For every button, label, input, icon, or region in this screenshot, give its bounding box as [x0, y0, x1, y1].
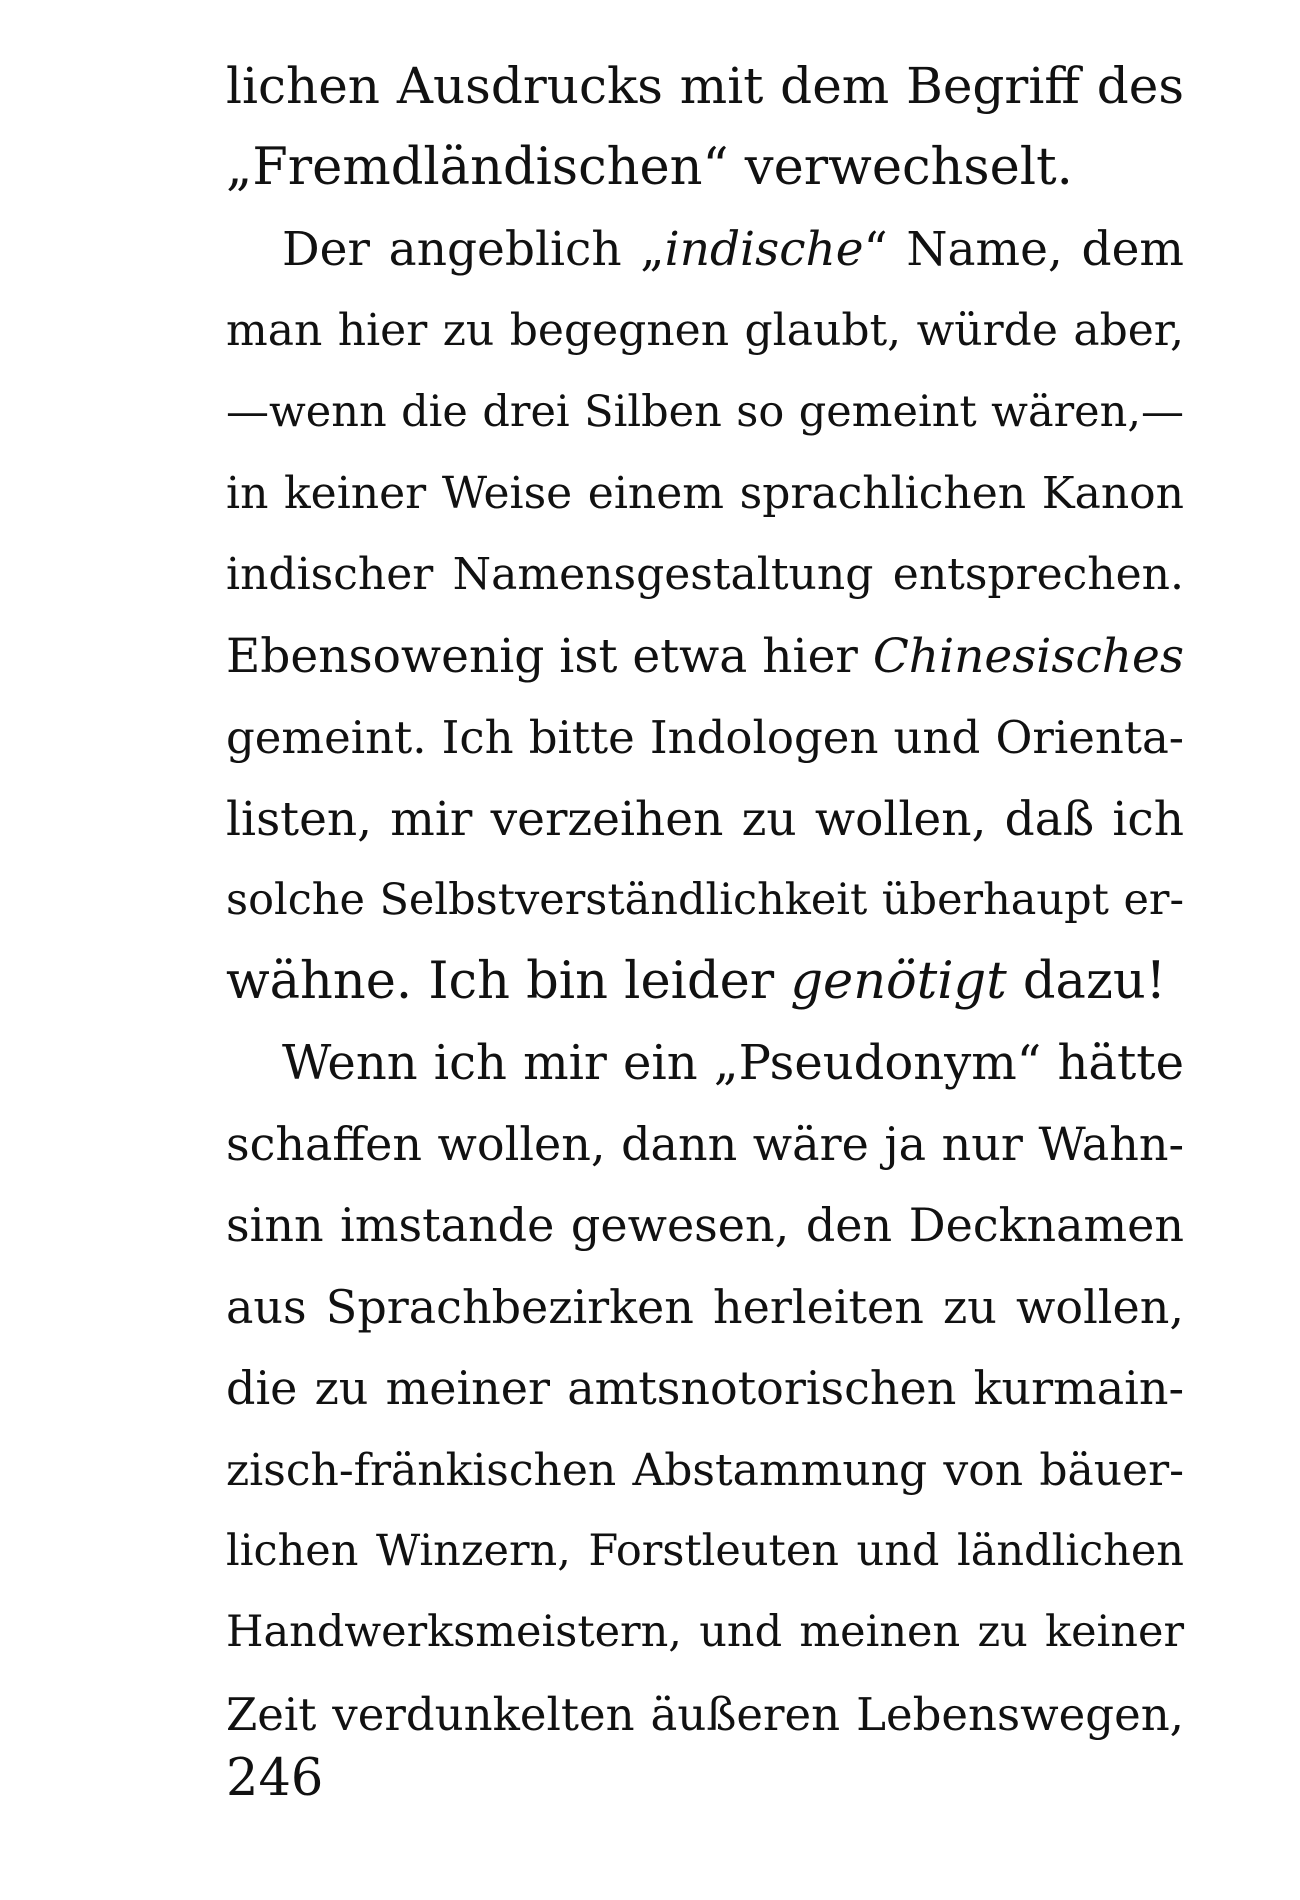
text-line: „Fremdländischen“ verwechselt. — [226, 138, 1073, 198]
text-line — [226, 941, 1184, 1022]
text-line: lichen Ausdrucks mit dem Begriff des — [226, 57, 1184, 115]
text-line: Handwerksmeistern, und meinen zu keiner — [226, 1607, 1184, 1658]
text-line: zisch-fränkischen Abstammung von bäuer- — [226, 1444, 1184, 1496]
text-line: die zu meiner amtsnotorischen kurmain- — [226, 1361, 1184, 1416]
text-span: “ Name, dem — [863, 221, 1184, 277]
text-line: gemeint. Ich bitte Indologen und Orienta- — [226, 711, 1184, 765]
text-line: in keiner Weise einem sprachlichen Kanon — [226, 467, 1184, 519]
text-line — [226, 616, 1184, 697]
text-line: lichen Winzern, Forstleuten und ländlichen — [226, 1526, 1184, 1577]
emphasis-span: Chinesisches — [872, 628, 1184, 684]
text-span: wähne. Ich bin leider — [226, 952, 791, 1012]
text-line: indischer Namensgestaltung entsprechen. — [226, 549, 1184, 601]
text-line: schaffen wollen, dann wäre ja nur Wahn- — [226, 1117, 1184, 1172]
body-text — [226, 46, 1184, 1755]
emphasis-span: genötigt — [790, 952, 1007, 1012]
text-span: dazu! — [1006, 952, 1167, 1012]
text-span: Ebensowenig ist etwa hier — [226, 628, 873, 684]
text-line: aus Sprachbezirken herleiten zu wollen, — [226, 1279, 1184, 1334]
text-line — [226, 209, 1184, 290]
text-line: Zeit verdunkelten äußeren Lebenswegen, — [226, 1687, 1184, 1741]
text-span: Der angeblich „ — [282, 221, 665, 277]
text-line: listen, mir verzeihen zu wollen, daß ich — [226, 791, 1184, 847]
text-line: sinn imstande gewesen, den Decknamen — [226, 1198, 1184, 1253]
emphasis-span: indische — [664, 221, 864, 277]
text-line: Wenn ich mir ein „Pseudonym“ hätte — [282, 1034, 1184, 1091]
text-line: man hier zu begegnen glaubt, würde aber, — [226, 305, 1184, 357]
text-line: solche Selbstverständlichkeit überhaupt er- — [226, 874, 1184, 925]
page-number: 246 — [226, 1749, 324, 1808]
text-line: —wenn die drei Silben so gemeint wären,— — [226, 386, 1184, 437]
